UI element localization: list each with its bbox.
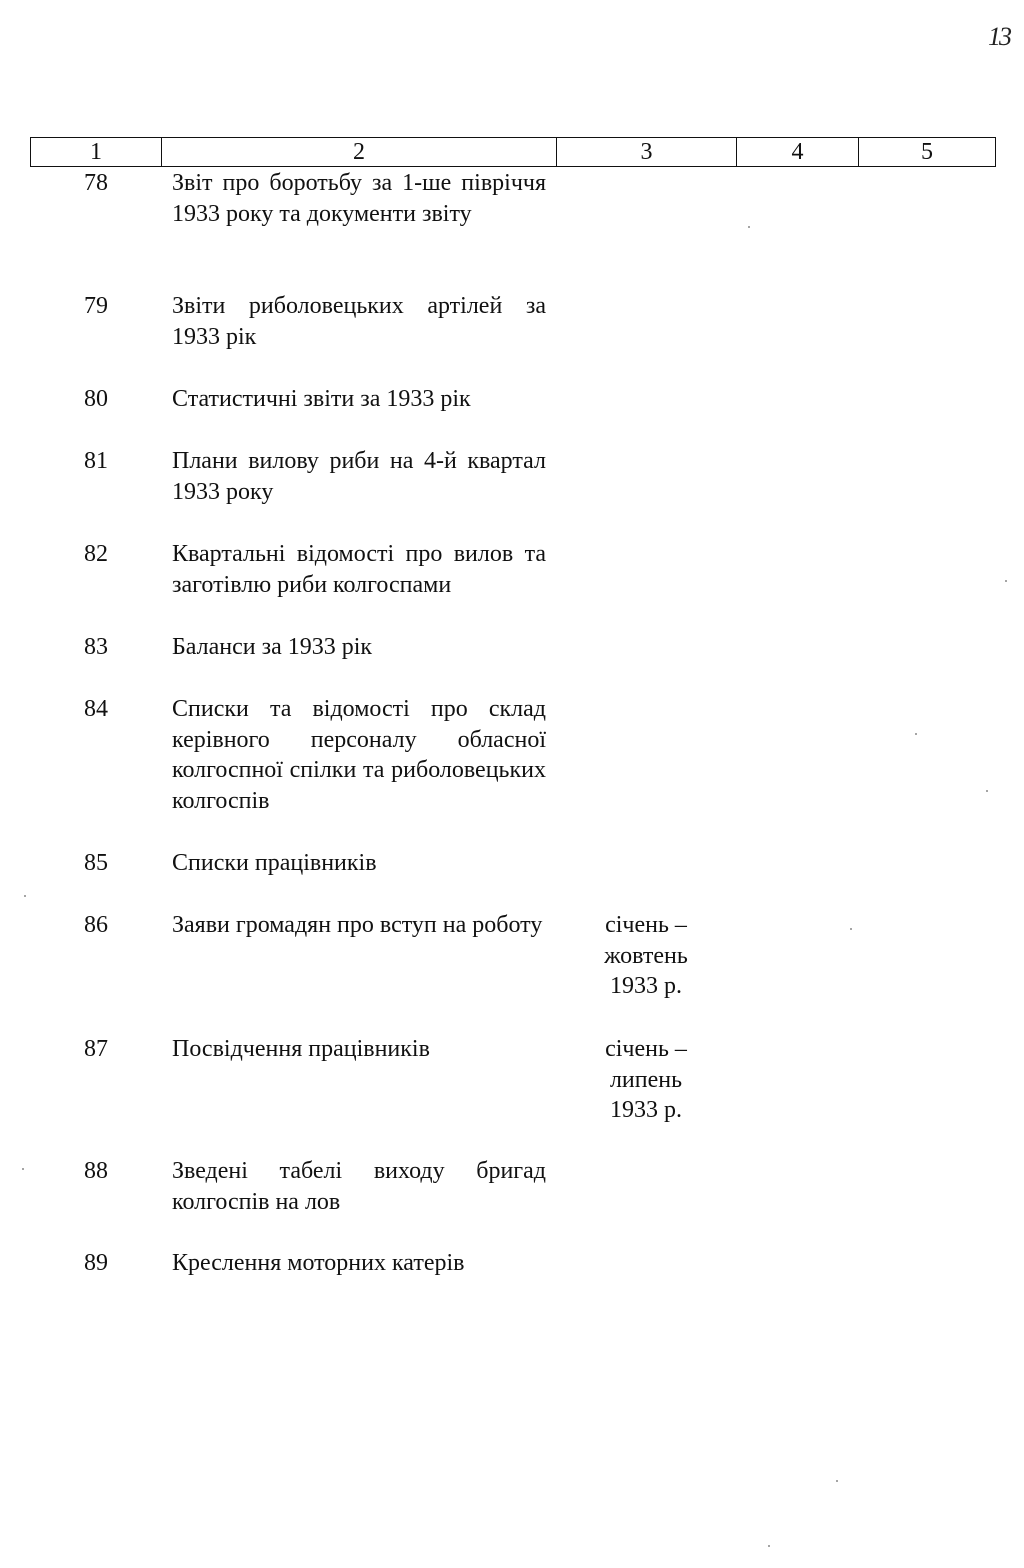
row-title: Заяви громадян про вступ на роботу — [172, 912, 543, 938]
header-col-3: 3 — [557, 138, 737, 166]
row-title: Плани вилову риби на 4-й квартал 1933 року — [172, 448, 546, 505]
header-col-5: 5 — [921, 139, 933, 165]
table-header — [30, 137, 996, 167]
row-number: 78 — [84, 170, 108, 196]
row-number: 84 — [84, 696, 108, 722]
row-title: Посвідчення працівників — [172, 1036, 430, 1062]
row-title: Баланси за 1933 рік — [172, 634, 373, 660]
scan-speck — [915, 733, 917, 735]
row-title: Списки працівників — [172, 850, 377, 876]
header-col-2: 2 — [162, 138, 557, 166]
header-col-1: 1 — [31, 138, 162, 166]
header-col-4: 4 — [737, 138, 859, 166]
page-number: 13 — [988, 22, 1010, 51]
scan-speck — [850, 928, 852, 930]
row-title: Списки та відомості про склад керівного персоналу обласної колгоспної спілки та риболовецьких колгоспів — [172, 696, 546, 814]
row-date: січень – жовтень 1933 р. — [604, 912, 688, 999]
scan-speck — [24, 895, 26, 897]
row-date: січень – липень 1933 р. — [605, 1036, 687, 1123]
scan-speck — [22, 1168, 24, 1170]
row-title: Зведені табелі виходу бригад колгоспів на лов — [172, 1158, 546, 1215]
row-number: 80 — [84, 386, 108, 412]
scan-speck — [748, 226, 750, 228]
row-title: Звіт про боротьбу за 1-ше півріччя 1933 року та документи звіту — [172, 170, 546, 227]
row-number: 82 — [84, 541, 108, 567]
row-number: 89 — [84, 1250, 108, 1276]
scan-speck — [1005, 580, 1007, 582]
row-number: 87 — [84, 1036, 108, 1062]
row-number: 88 — [84, 1158, 108, 1184]
row-title: Звіти риболовецьких артілей за 1933 рік — [172, 293, 546, 350]
row-number: 83 — [84, 634, 108, 660]
row-number: 85 — [84, 850, 108, 876]
row-number: 86 — [84, 912, 108, 938]
scan-speck — [986, 790, 988, 792]
scan-speck — [836, 1480, 838, 1482]
scan-speck — [768, 1545, 770, 1547]
row-title: Квартальні відомості про вилов та заготівлю риби колгоспами — [172, 541, 546, 598]
row-title: Статистичні звіти за 1933 рік — [172, 386, 471, 412]
row-number: 79 — [84, 293, 108, 319]
row-number: 81 — [84, 448, 108, 474]
row-title: Креслення моторних катерів — [172, 1250, 465, 1276]
